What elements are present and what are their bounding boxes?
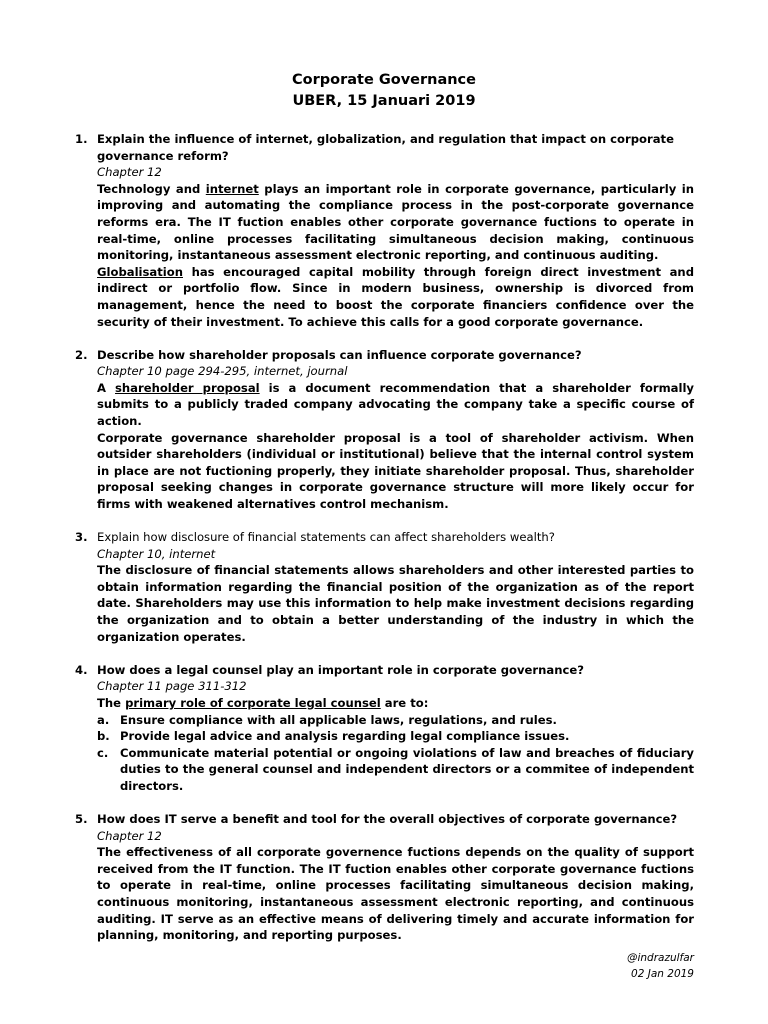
document-title: Corporate Governance (291, 72, 476, 88)
list-marker: a. (97, 712, 110, 727)
role-list (97, 712, 694, 795)
answer-paragraph: The effectiveness of all corporate governence fuctions depends on the quality of support received from the IT function. The IT fuction enables other corporate governance fuctions to operate in real-time, online processes facilitating simultaneous decision making, continuous monitoring, instantaneous assessment electronic reporting, and continuous auditing. IT serve as an effective means of delivering timely and accurate information for planning, monitoring, and reporting purposes. (97, 845, 694, 943)
question-text: How does IT serve a benefit and tool for the overall objectives of corporate governance? (97, 811, 678, 826)
answer-keyword: primary role of corporate legal counsel (125, 695, 381, 710)
question-text: Explain the influence of internet, globalization, and regulation that impact on corporate governance reform? (97, 132, 674, 163)
list-marker: b. (97, 729, 110, 744)
title-block (0, 70, 768, 112)
question-number: 4. (75, 662, 88, 677)
question-2 (75, 347, 694, 513)
answer-keyword: shareholder proposal (115, 380, 260, 395)
list-item (97, 745, 694, 795)
question-source: Chapter 12 (97, 165, 162, 180)
list-item (97, 728, 694, 745)
question-number: 1. (75, 132, 88, 146)
answer-text: is a document recommendation that a shareholder formally submits to a publicly traded company advocating the company take a specific course of action. (97, 380, 694, 428)
list-item (97, 712, 694, 729)
answer-paragraph (97, 695, 694, 712)
answer-paragraph: The disclosure of financial statements allows shareholders and other interested parties to obtain information regarding the financial position of the organization as of the report date. Shareholders may use this information to help make investment decisions regarding the organization and to obtain a better understanding of the industry in which the organization operates. (97, 563, 694, 644)
answer-text: has encouraged capital mobility through foreign direct investment and indirect or portfolio flow. Since in modern business, ownership is divorced from management, hence the need to boost the corporate financiers confidence over the security of their investment. To achieve this calls for a good corporate governance. (97, 264, 694, 329)
question-source: Chapter 12 (97, 828, 162, 843)
question-source: Chapter 11 page 311-312 (97, 679, 247, 694)
answer-text: plays an important role in corporate governance, particularly in improving and automating the compliance process in the post-corporate governance reforms era. The IT fuction enables other corporate governance fuctions to operate in real-time, online processes facilitating simultaneous decision making, continuous monitoring, instantaneous assessment electronic reporting, and continuous auditing. (97, 181, 694, 263)
question-4 (75, 662, 694, 795)
list-item-text: Provide legal advice and analysis regarding legal compliance issues. (120, 729, 570, 744)
question-number: 5. (75, 811, 88, 826)
question-source: Chapter 10, internet (97, 546, 216, 561)
question-1 (75, 131, 694, 330)
answer-text: are to: (380, 695, 429, 710)
answer-text: The (97, 695, 126, 710)
question-text: Explain how disclosure of financial statements can affect shareholders wealth? (97, 530, 555, 545)
list-item-text: Ensure compliance with all applicable laws, regulations, and rules. (120, 712, 557, 727)
question-3 (75, 529, 694, 645)
answer-paragraph (97, 380, 694, 430)
footer-author: @indrazulfar (626, 952, 694, 964)
answer-text: Technology and (97, 181, 206, 196)
footer (627, 950, 694, 982)
list-marker: c. (97, 745, 109, 760)
answer-paragraph (97, 181, 694, 264)
question-number: 3. (75, 530, 88, 545)
question-source: Chapter 10 page 294-295, internet, journal (97, 364, 348, 379)
list-item-text: Communicate material potential or ongoing violations of law and breaches of fiduciary duties to the general counsel and independent directors or a commitee of independent directors. (120, 745, 694, 793)
question-5 (75, 811, 694, 944)
question-text: How does a legal counsel play an important role in corporate governance? (97, 662, 584, 677)
question-number: 2. (75, 347, 88, 362)
answer-keyword: internet (205, 181, 259, 196)
document-subtitle: UBER, 15 Januari 2019 (292, 93, 476, 109)
question-list (75, 131, 694, 960)
answer-paragraph: Corporate governance shareholder proposal is a tool of shareholder activism. When outsider shareholders (individual or institutional) believe that the internal control system in place are not fuctioning properly, they initiate shareholder proposal. Thus, shareholder proposal seeking changes in corporate governance structure will more likely occur for firms with weakened alternatives control mechanism. (97, 430, 694, 511)
answer-paragraph (97, 264, 694, 330)
question-text: Describe how shareholder proposals can influence corporate governance? (97, 347, 582, 362)
answer-keyword: Globalisation (97, 264, 183, 279)
footer-date: 02 Jan 2019 (631, 968, 694, 980)
answer-text: A (97, 380, 116, 395)
